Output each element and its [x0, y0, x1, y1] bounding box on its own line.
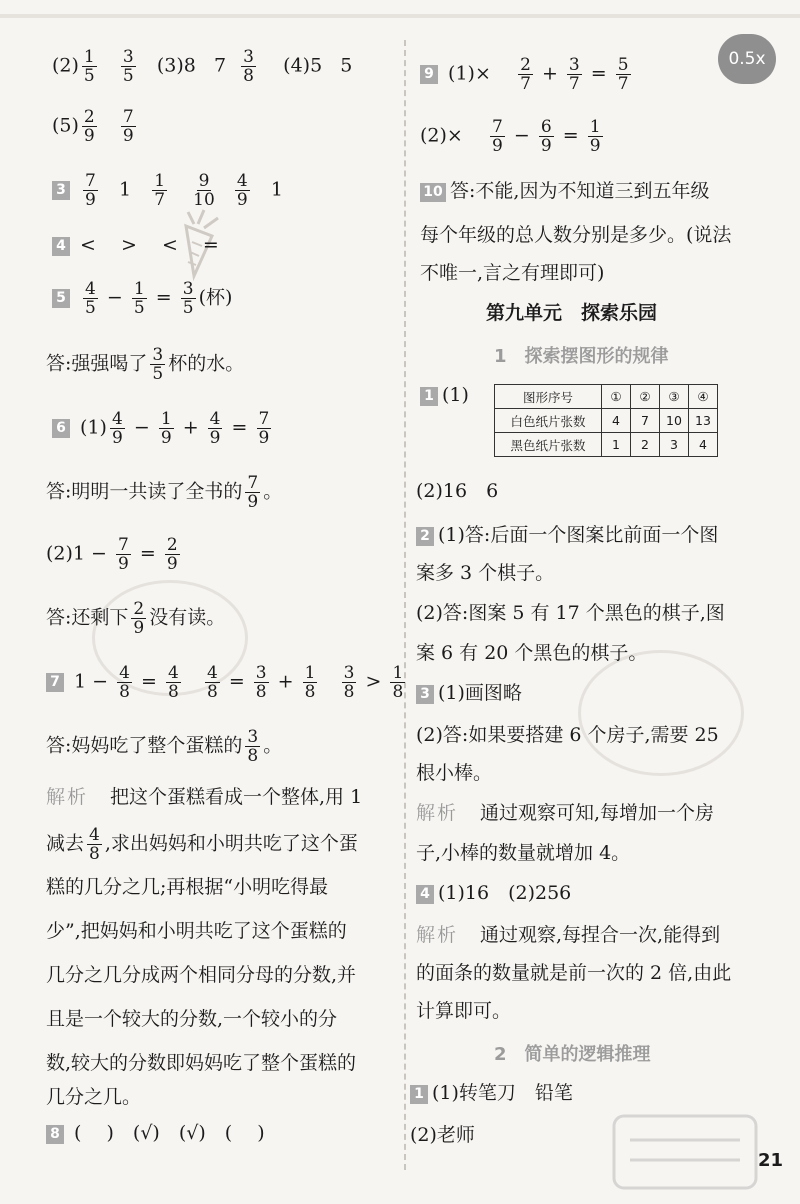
question-badge: 3 — [416, 685, 434, 704]
playback-speed-button[interactable]: 0.5x — [718, 34, 776, 84]
answer-line-r9: (2)答:图案 5 有 17 个黑色的棋子,图 — [416, 602, 725, 624]
question-badge: 3 — [52, 181, 70, 200]
question-badge: 6 — [52, 419, 70, 438]
answer-line-r4: 每个年级的总人数分别是多少。(说法 — [420, 224, 732, 246]
answer-line-8: 答:明明一共读了全书的 $\frac{7}{9}$ 。 — [46, 473, 283, 512]
analysis-label: 解析 — [416, 924, 459, 946]
analysis-line-b1: 解析 通过观察,每捏合一次,能得到 — [416, 924, 721, 946]
answer-line-r10: 案 6 有 20 个黑色的棋子。 — [416, 642, 648, 664]
answer-line-r8: 案多 3 个棋子。 — [416, 562, 555, 584]
analysis-line-a1: 解析 通过观察可知,每增加一个房 — [416, 802, 715, 824]
watermark-stamp — [578, 650, 744, 776]
analysis-label: 解析 — [416, 802, 459, 824]
answer-line-r1: 9 (1)× $\frac{2}{7}$ + $\frac{3}{7}$ = $\frac{5}{7}$ — [420, 56, 634, 93]
answer-line-3: 3 $\frac{7}{9}$ 1 $\frac{1}{7}$ $\frac{9}{10}$ $\frac{4}{9}$ 1 — [52, 172, 283, 209]
answer-line-11: 7 1 − $\frac{4}{8}$ = $\frac{4}{8}$ $\frac{4}{8}$ = $\frac{3}{8}$ + $\frac{1}{8}$ $\frac{3}{8}$ > $\frac{1}{8}$ — [46, 664, 408, 701]
question-badge: 2 — [416, 527, 434, 546]
answer-line-r5: 不唯一,言之有理即可) — [420, 262, 605, 284]
analysis-line-a2: 子,小棒的数量就增加 4。 — [416, 842, 631, 864]
column-divider — [404, 40, 406, 1170]
table-row: 黑色纸片张数 1 2 3 4 — [495, 433, 718, 457]
unit-title: 第九单元 探索乐园 — [486, 302, 658, 324]
answer-line-1: (2) $\frac{1}{5}$ $\frac{3}{5}$ (3)8 7 $\frac{3}{8}$ (4)5 5 — [52, 47, 353, 86]
question-badge: 4 — [52, 237, 70, 256]
analysis-line-8: 几分之几。 — [46, 1086, 142, 1108]
answer-line-2: (5) $\frac{2}{9}$ $\frac{7}{9}$ — [52, 107, 134, 146]
answer-line-9: (2)1 − $\frac{7}{9}$ = $\frac{2}{9}$ — [46, 535, 178, 574]
answer-line-r11: 3 (1)画图略 — [416, 680, 522, 706]
analysis-line-1: 解析 把这个蛋糕看成一个整体,用 1 — [46, 786, 363, 808]
section-title-1: 1 探索摆图形的规律 — [494, 346, 669, 367]
answer-line-r2: (2)× $\frac{7}{9}$ − $\frac{6}{9}$ = $\frac{1}{9}$ — [420, 117, 601, 156]
answer-line-6: 答:强强喝了 $\frac{3}{5}$ 杯的水。 — [46, 345, 245, 384]
answer-line-r3: 10 答:不能,因为不知道三到五年级 — [420, 178, 709, 204]
analysis-line-7: 数,较大的分数即妈妈吃了整个蛋糕的 — [46, 1052, 357, 1074]
question-badge: 7 — [46, 673, 64, 692]
analysis-line-4: 少”,把妈妈和小明共吃了这个蛋糕的 — [46, 920, 347, 942]
analysis-line-b2: 的面条的数量就是前一次的 2 倍,由此 — [416, 962, 732, 984]
answer-line-r13: 根小棒。 — [416, 762, 493, 784]
answer-line-4: 4 < > < = — [52, 232, 219, 258]
answer-line-10: 答:还剩下 $\frac{2}{9}$ 没有读。 — [46, 599, 226, 638]
table-row: 白色纸片张数 4 7 10 13 — [495, 409, 718, 433]
analysis-line-2: 减去 $\frac{4}{8}$ ,求出妈妈和小明共吃了这个蛋 — [46, 825, 358, 864]
analysis-line-3: 糕的几分之几;再根据“小明吃得最 — [46, 876, 329, 898]
answer-line-7: 6 (1) $\frac{4}{9}$ − $\frac{1}{9}$ + $\frac{4}{9}$ = $\frac{7}{9}$ — [52, 410, 274, 447]
question-badge: 10 — [420, 183, 446, 202]
question-badge: 4 — [416, 885, 434, 904]
table-row: 图形序号 ① ② ③ ④ — [495, 385, 718, 409]
top-edge — [0, 14, 800, 18]
question-badge: 5 — [52, 289, 70, 308]
pattern-table — [494, 384, 718, 457]
answer-line-5: 5 $\frac{4}{5}$ − $\frac{1}{5}$ = $\frac{3}{5}$ (杯) — [52, 280, 232, 317]
watermark-logo-icon — [610, 1110, 760, 1194]
question-badge: 1 — [410, 1085, 428, 1104]
answer-line-r16: (2)老师 — [410, 1124, 475, 1146]
answer-line-r15: 1 (1)转笔刀 铅笔 — [410, 1080, 573, 1106]
answer-line-r6: (2)16 6 — [416, 480, 499, 502]
analysis-line-5: 几分之几分成两个相同分母的分数,并 — [46, 964, 357, 986]
analysis-line-6: 且是一个较大的分数,一个较小的分 — [46, 1008, 338, 1030]
answer-line-r12: (2)答:如果要搭建 6 个房子,需要 25 — [416, 724, 719, 746]
question-badge: 9 — [420, 65, 438, 84]
answer-line-12: 答:妈妈吃了整个蛋糕的 $\frac{3}{8}$ 。 — [46, 727, 283, 766]
answer-line-r7: 2 (1)答:后面一个图案比前面一个图 — [416, 522, 718, 548]
analysis-line-b3: 计算即可。 — [416, 1000, 512, 1022]
page-number: 21 — [758, 1150, 784, 1171]
section-title-2: 2 简单的逻辑推理 — [494, 1044, 651, 1065]
answer-line-13: 8 ( ) (√) (√) ( ) — [46, 1120, 265, 1146]
answer-line-r14: 4 (1)16 (2)256 — [416, 880, 571, 906]
answer-line-q1: 1 (1) — [420, 382, 469, 408]
question-badge: 8 — [46, 1125, 64, 1144]
question-badge: 1 — [420, 387, 438, 406]
analysis-label: 解析 — [46, 786, 89, 808]
